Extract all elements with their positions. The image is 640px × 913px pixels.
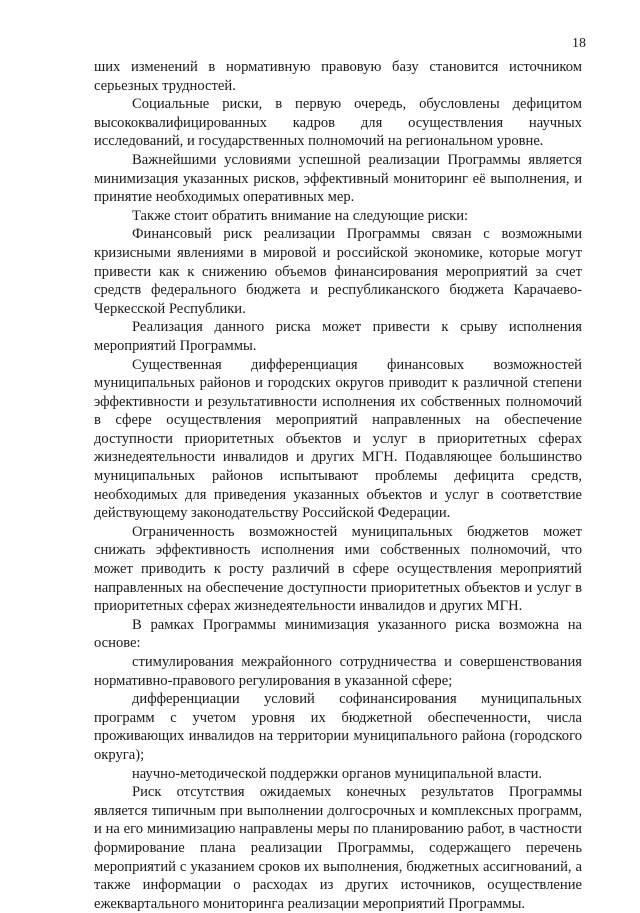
list-item: дифференциации условий софинансирования муниципальных программ с учетом уровня их бюджетной обеспеченности, числа проживающих инвалидов на территории муниципального района (городского округа); [94, 691, 582, 763]
list-item: научно-методической поддержки органов муниципальной власти. [132, 765, 543, 782]
paragraph: Реализация данного риска может привести к срыву исполнения мероприятий Программы. [94, 319, 582, 354]
paragraph: Ограниченность возможностей муниципальных бюджетов может снижать эффективность исполнения ими собственных полномочий, что может приводить к росту различий в сфере осуществления мероприятий направленных на обеспечение доступности приоритетных объектов и услуг в приоритетных сферах жизнедеятельности инвалидов и других МГН. [94, 523, 582, 615]
paragraph: Финансовый риск реализации Программы связан с возможными кризисными явлениями в мировой и российской экономике, которые могут привести как к снижению объемов финансирования мероприятий за счет средств федерального бюджета и республиканского бюджета Карачаево-Черкесской Республики. [94, 226, 582, 317]
document-body [94, 58, 582, 913]
paragraph: ших изменений в нормативную правовую базу становится источником серьезных трудностей. [94, 59, 582, 94]
page-number: 18 [572, 36, 586, 51]
paragraph: В рамках Программы минимизация указанного риска возможна на основе: [94, 616, 582, 652]
paragraph: Существенная дифференциация финансовых возможностей муниципальных районов и городских округов приводит к различной степени эффективности и результативности исполнения их собственных полномочий в сфере осуществления мероприятий направленных на обеспечение доступности приоритетных объектов и услуг в приоритетных сферах жизнедеятельности инвалидов и других МГН. Подавляющее большинство муниципальных районов испытывают проблемы дефицита средств, необходимых для приведения указанных объектов и услуг в соответствие действующему законодательству Российской Федерации. [94, 356, 582, 522]
paragraph: Социальные риски, в первую очередь, обусловлены дефицитом высококвалифицированных кадров для осуществления научных исследований, и государственных полномочий на региональном уровне. [94, 96, 582, 150]
paragraph: Важнейшими условиями успешной реализации Программы является минимизация указанных рисков, эффективный мониторинг её выполнения, и принятие необходимых оперативных мер. [94, 151, 582, 206]
paragraph: Также стоит обратить внимание на следующие риски: [132, 207, 469, 224]
list-item: стимулирования межрайонного сотрудничества и совершенствования нормативно-правового регулирования в указанной сфере; [94, 654, 582, 689]
paragraph: Риск отсутствия ожидаемых конечных результатов Программы является типичным при выполнении долгосрочных и комплексных программ, и на его минимизацию направлены меры по планированию работ, в частности формирование плана реализации Программы, содержащего перечень мероприятий с указанием сроков их выполнения, бюджетных ассигнований, а также информации о расходах из других источников, осуществление ежеквартального мониторинга реализации мероприятий Программы. [94, 784, 582, 912]
